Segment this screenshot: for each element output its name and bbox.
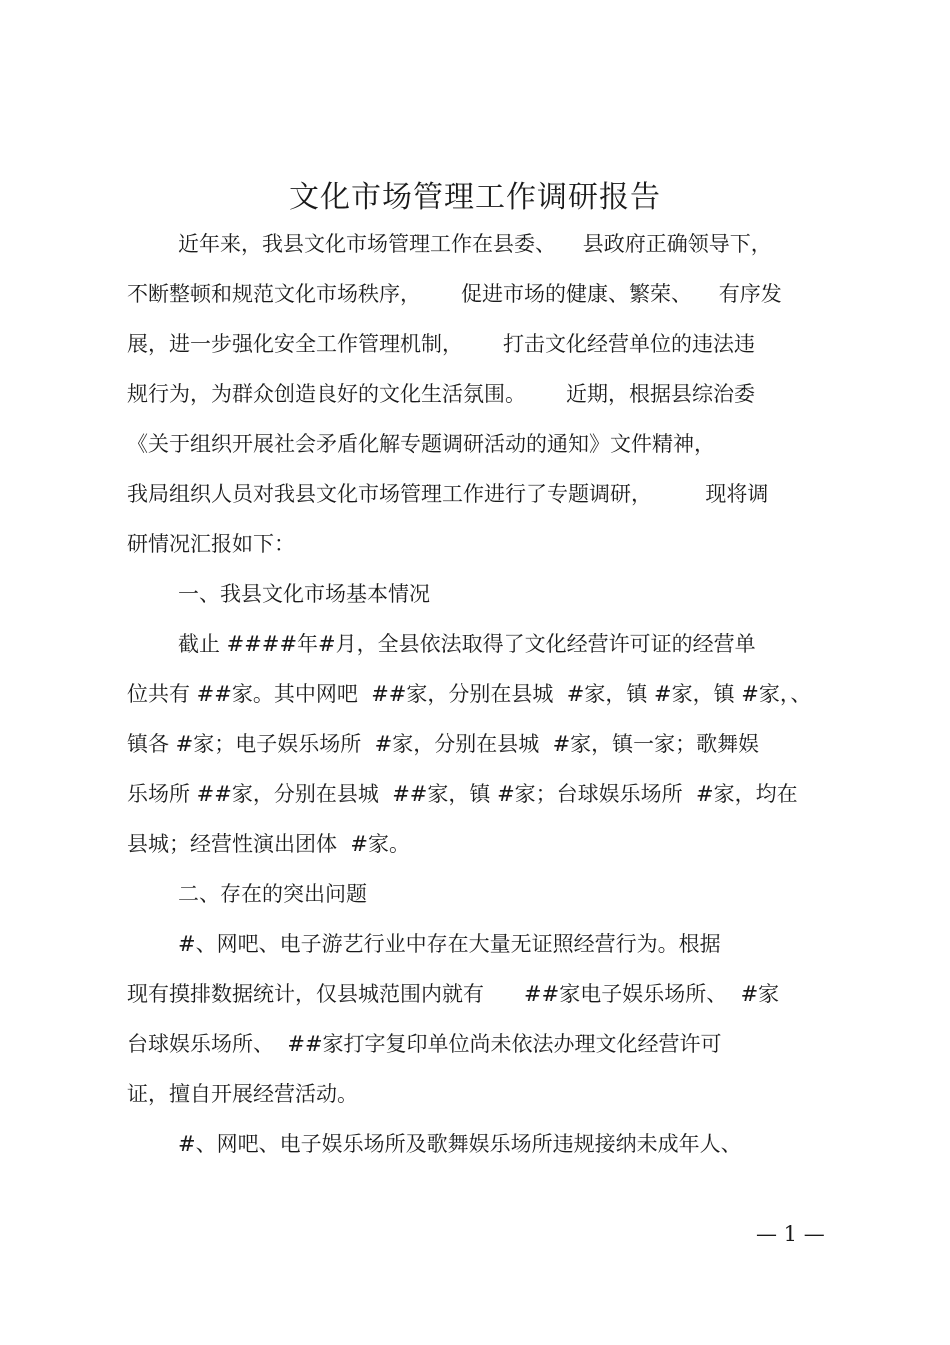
paragraph-line: 位共有 ##家。其中网吧 ##家，分别在县城 #家，镇 #家，镇 #家，、: [127, 682, 812, 706]
paragraph-line: #、网吧、电子娱乐场所及歌舞娱乐场所违规接纳未成年人、: [178, 1132, 742, 1156]
paragraph-line: 近年来，我县文化市场管理工作在县委、 县政府正确领导下，: [178, 232, 772, 256]
paragraph-line: 证，擅自开展经营活动。: [127, 1082, 358, 1106]
paragraph-line: 镇各 #家；电子娱乐场所 #家，分别在县城 #家，镇一家；歌舞娱: [127, 732, 760, 756]
paragraph-line: #、网吧、电子游艺行业中存在大量无证照经营行为。根据: [178, 932, 721, 956]
paragraph-line: 县城；经营性演出团体 #家。: [127, 832, 410, 856]
paragraph-line: 规行为，为群众创造良好的文化生活氛围。 近期，根据县综治委: [127, 382, 756, 406]
paragraph-line: 现有摸排数据统计，仅县城范围内就有 ##家电子娱乐场所、 #家: [127, 982, 780, 1006]
paragraph-line: 《关于组织开展社会矛盾化解专题调研活动的通知》文件精神，: [127, 432, 715, 456]
page-title: 文化市场管理工作调研报告: [289, 180, 661, 215]
paragraph-line: 展，进一步强化安全工作管理机制， 打击文化经营单位的违法违: [127, 332, 756, 356]
paragraph-line: 研情况汇报如下：: [127, 532, 295, 556]
paragraph-line: 乐场所 ##家，分别在县城 ##家，镇 #家；台球娱乐场所 #家，均在: [127, 782, 798, 806]
paragraph-line: 不断整顿和规范文化市场秩序， 促进市场的健康、繁荣、 有序发: [127, 282, 782, 306]
paragraph-line: 我局组织人员对我县文化市场管理工作进行了专题调研， 现将调: [127, 482, 769, 506]
paragraph-line: 截止 ####年#月，全县依法取得了文化经营许可证的经营单: [178, 632, 756, 656]
section-heading: 一、我县文化市场基本情况: [178, 582, 430, 606]
page-number: — 1 —: [756, 1222, 825, 1246]
paragraph-line: 台球娱乐场所、 ##家打字复印单位尚未依法办理文化经营许可: [127, 1032, 722, 1056]
section-heading: 二、存在的突出问题: [178, 882, 367, 906]
